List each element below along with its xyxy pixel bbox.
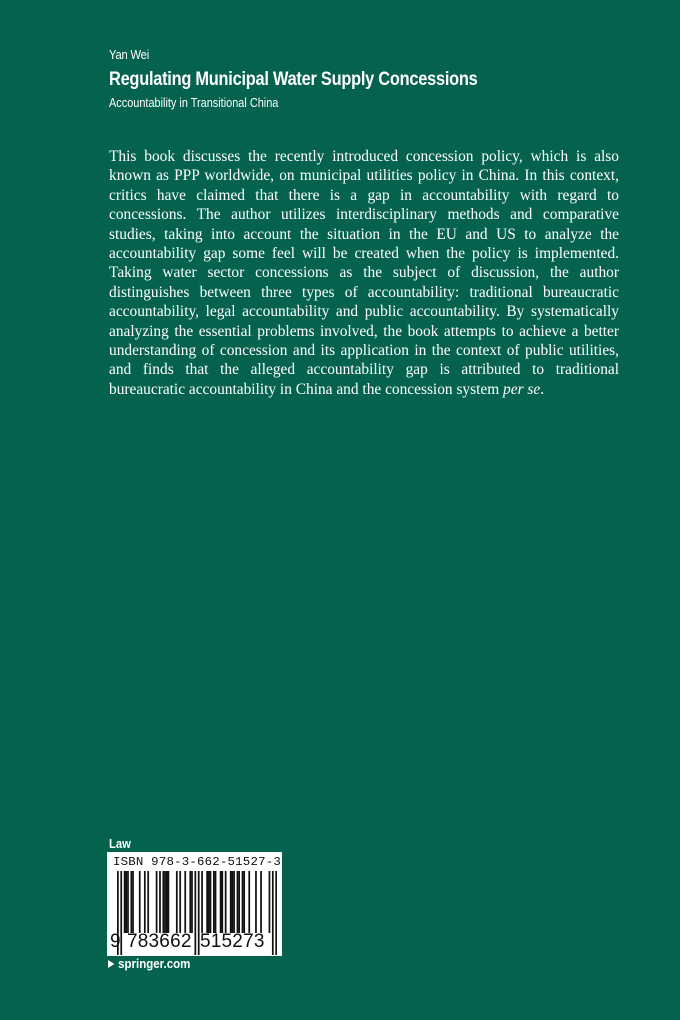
subject-category: Law — [109, 837, 131, 851]
barcode-digits-left: 783662 — [127, 931, 192, 952]
book-title: Regulating Municipal Water Supply Concessions — [109, 68, 478, 90]
book-subtitle: Accountability in Transitional China — [109, 95, 279, 110]
publisher-url[interactable]: springer.com — [118, 957, 191, 971]
barcode-digit-lead: 9 — [110, 931, 121, 952]
isbn-barcode-box — [107, 852, 282, 956]
description-italic: per se — [503, 380, 541, 398]
barcode-digits-right: 515273 — [200, 931, 265, 952]
description-end: . — [540, 380, 545, 398]
author-name: Yan Wei — [109, 47, 150, 62]
play-arrow-icon — [108, 960, 114, 968]
publisher-link[interactable] — [108, 957, 190, 971]
isbn-label: ISBN 978-3-662-51527-3 — [113, 855, 281, 869]
book-description — [109, 147, 619, 399]
description-text: This book discusses the recently introduced concession policy, which is also known as PPP worldwide, on municipal utilities policy in China. In this context, critics have claimed that there is a gap in accountability with regard to concessions. The author utilizes interdisciplinary methods and comparative studies, taking into account the situation in the EU and US to analyze the accountability gap some feel will be created when the policy is implemented. Taking water sector concessions as the subject of discussion, the author distinguishes between three types of accountability: traditional bureaucratic accountability, legal accountability and public accountability. By systematically analyzing the essential problems involved, the book attempts to achieve a better understanding of concession and its application in the context of public utilities, and finds that the alleged accountability gap is attributed to traditional bureaucratic accountability in China and the concession system — [109, 148, 619, 398]
